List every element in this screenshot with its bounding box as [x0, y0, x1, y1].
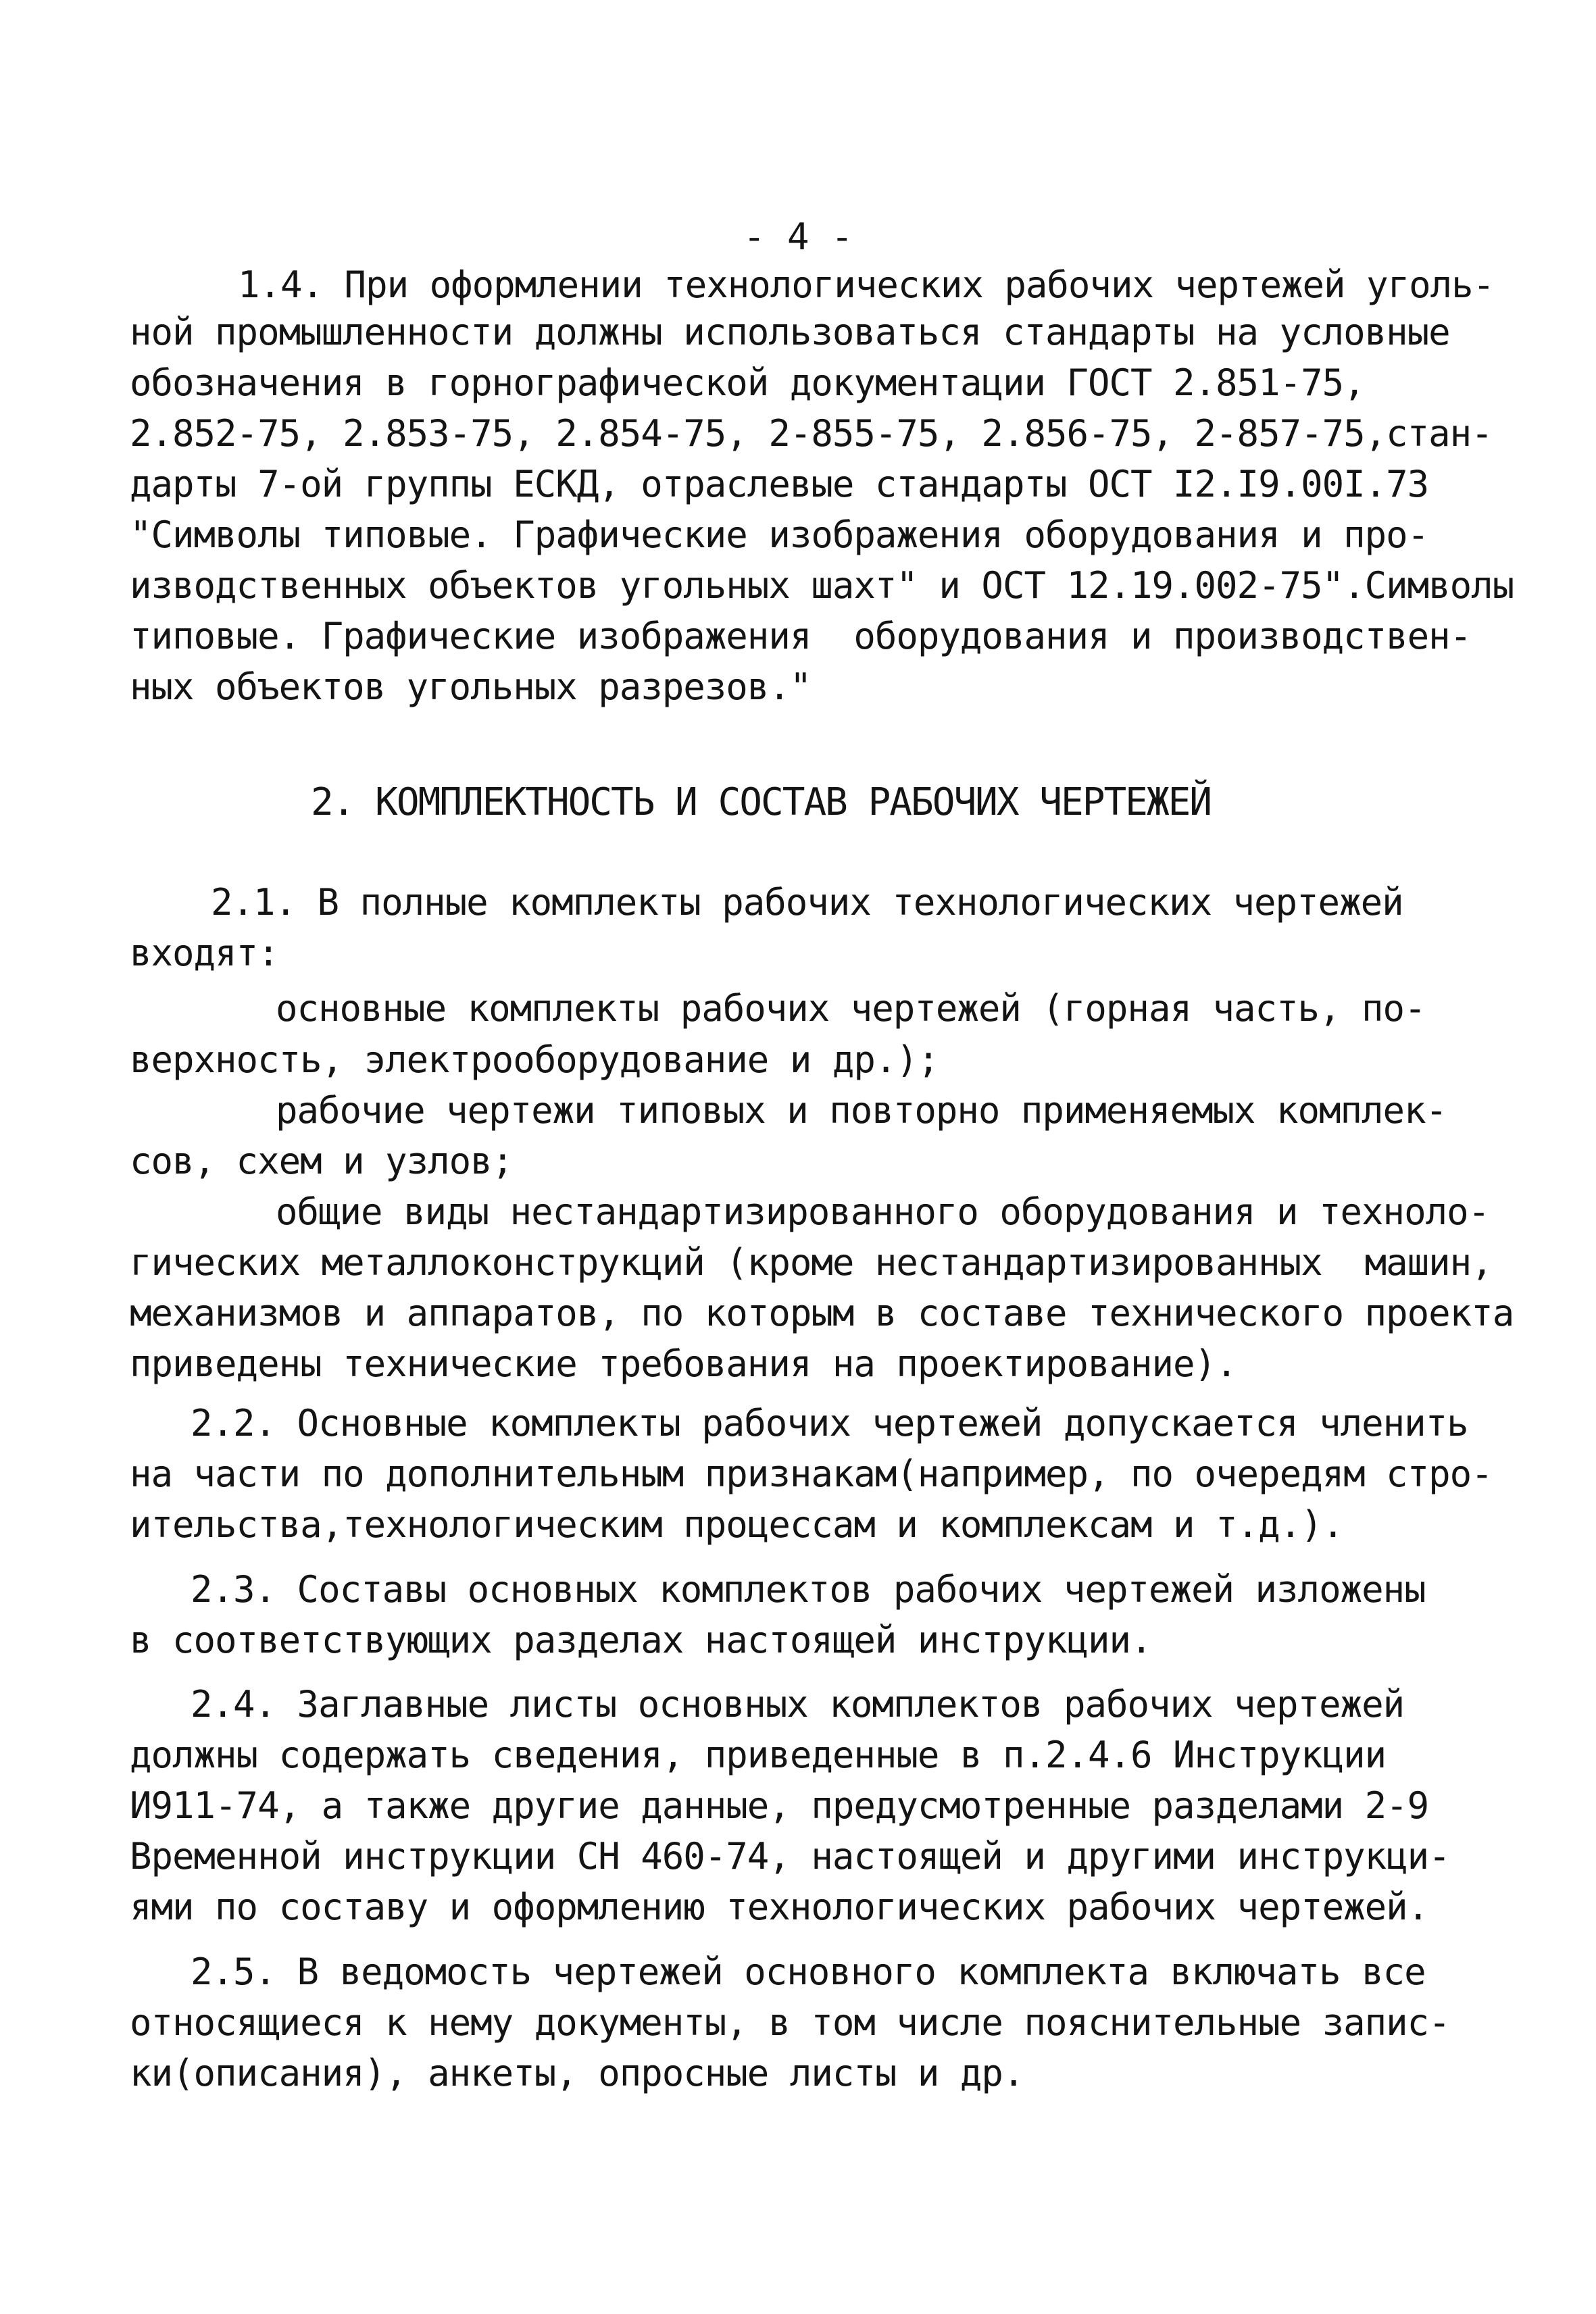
- text-line: 2.3. Составы основных комплектов рабочих чертежей изложены: [191, 1568, 1426, 1611]
- text-line: дарты 7-ой группы ЕСКД, отраслевые стандарты ОСТ I2.I9.00I.73: [130, 463, 1429, 505]
- text-line: ями по составу и оформлению технологических рабочих чертежей.: [130, 1886, 1429, 1928]
- text-line: должны содержать сведения, приведенные в п.2.4.6 Инструкции: [130, 1734, 1387, 1776]
- text-line: основные комплекты рабочих чертежей (горная часть, по-: [276, 987, 1426, 1030]
- text-line: сов, схем и узлов;: [130, 1140, 514, 1182]
- text-line: в соответствующих разделах настоящей инструкции.: [130, 1619, 1152, 1661]
- text-line: ки(описания), анкеты, опросные листы и др.: [130, 2052, 1024, 2094]
- text-line: 2.4. Заглавные листы основных комплектов рабочих чертежей: [191, 1683, 1405, 1726]
- text-line: входят:: [130, 932, 279, 974]
- text-line: ной промышленности должны использоваться стандарты на условные: [130, 311, 1450, 353]
- section-heading: 2. КОМПЛЕКТНОСТЬ И СОСТАВ РАБОЧИХ ЧЕРТЕЖЕЙ: [311, 780, 1212, 824]
- text-line: ных объектов угольных разрезов.": [130, 665, 812, 708]
- text-line: приведены технические требования на проектирование).: [130, 1342, 1237, 1385]
- text-line: изводственных объектов угольных шахт" и ОСТ 12.19.002-75".Символы: [130, 564, 1514, 607]
- text-line: относящиеся к нему документы, в том числе пояснительные запис-: [130, 2001, 1450, 2044]
- text-line: типовые. Графические изображения оборудования и производствен-: [130, 615, 1472, 657]
- text-line: рабочие чертежи типовых и повторно применяемых комплек-: [276, 1089, 1447, 1132]
- text-line: обозначения в горнографической документации ГОСТ 2.851-75,: [130, 361, 1365, 404]
- text-line: 2.1. В полные комплекты рабочих технологических чертежей: [211, 881, 1403, 924]
- text-line: 2.2. Основные комплекты рабочих чертежей допускается членить: [191, 1402, 1468, 1444]
- text-line: 2.5. В ведомость чертежей основного комплекта включать все: [191, 1951, 1426, 1993]
- text-line: Временной инструкции СН 460-74, настоящей и другими инструкци-: [130, 1835, 1450, 1878]
- text-line: механизмов и аппаратов, по которым в составе технического проекта: [130, 1292, 1514, 1334]
- text-line: верхность, электрооборудование и др.);: [130, 1038, 939, 1081]
- text-line: "Символы типовые. Графические изображения оборудования и про-: [130, 513, 1429, 556]
- text-line: И911-74, а также другие данные, предусмотренные разделами 2-9: [130, 1784, 1429, 1827]
- text-line: на части по дополнительным признакам(например, по очередям стро-: [130, 1453, 1493, 1495]
- page-number: - 4 -: [743, 216, 853, 258]
- text-line: 1.4. При оформлении технологических рабочих чертежей уголь-: [238, 263, 1495, 306]
- text-line: ительства,технологическим процессам и комплексам и т.д.).: [130, 1503, 1344, 1546]
- text-line: общие виды нестандартизированного оборудования и техноло-: [276, 1190, 1490, 1233]
- text-line: гических металлоконструкций (кроме нестандартизированных машин,: [130, 1241, 1493, 1284]
- text-line: 2.852-75, 2.853-75, 2.854-75, 2-855-75, 2.856-75, 2-857-75,стан-: [130, 412, 1493, 455]
